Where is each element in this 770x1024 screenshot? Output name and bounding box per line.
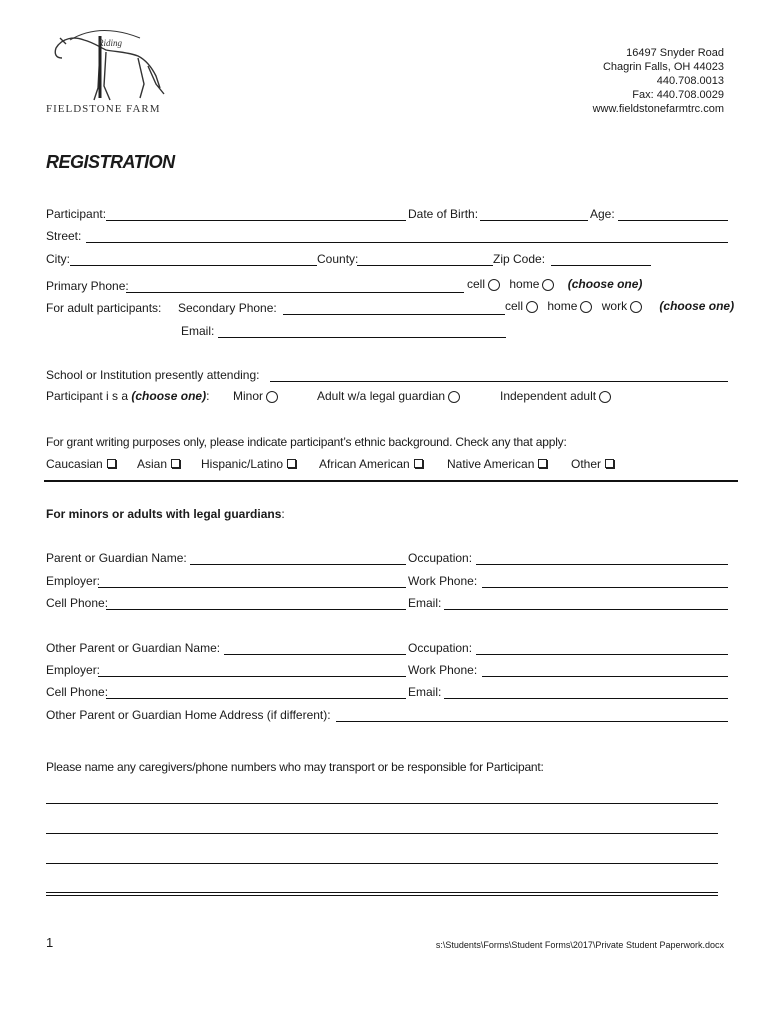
age-field[interactable] (618, 220, 728, 221)
other-cell-phone-field[interactable] (106, 698, 406, 699)
choose-one-note: (choose one) (131, 389, 207, 403)
city-label: City: (46, 252, 70, 266)
ethnic-option-asian (137, 457, 180, 471)
ethnic-label: Hispanic/Latino (201, 457, 284, 471)
guardians-heading (46, 507, 285, 521)
independent-option (500, 389, 611, 403)
african-american-checkbox[interactable] (414, 459, 423, 468)
ethnic-label: Asian (137, 457, 168, 471)
work-option-label: work (601, 299, 628, 313)
parent-name-label: Parent or Guardian Name: (46, 551, 187, 565)
occupation-label: Occupation: (408, 551, 473, 565)
minor-label: Minor (233, 389, 264, 403)
ethnic-label: Caucasian (46, 457, 103, 471)
svg-text:Riding: Riding (98, 38, 122, 48)
other-work-phone-field[interactable] (482, 676, 728, 677)
other-parent-field[interactable] (224, 654, 406, 655)
adult-participants-label: For adult participants: (46, 301, 162, 315)
caregivers-prompt: Please name any caregivers/phone numbers who may transport or be responsible for Participant: (46, 760, 544, 774)
ethnic-option-caucasian (46, 457, 116, 471)
adult-guardian-option (317, 389, 460, 403)
asian-checkbox[interactable] (171, 459, 180, 468)
school-label: School or Institution presently attending: (46, 368, 260, 382)
participant-label: Participant: (46, 207, 107, 221)
secondary-home-radio[interactable] (580, 301, 592, 313)
guardians-heading-text: For minors or adults with legal guardians (46, 507, 282, 521)
zip-label: Zip Code: (493, 252, 546, 266)
other-checkbox[interactable] (605, 459, 614, 468)
parent-name-field[interactable] (190, 564, 406, 565)
caregivers-line-3[interactable] (46, 863, 718, 864)
other-email-field[interactable] (444, 698, 728, 699)
caucasian-checkbox[interactable] (107, 459, 116, 468)
secondary-cell-radio[interactable] (526, 301, 538, 313)
age-label: Age: (590, 207, 615, 221)
dob-field[interactable] (480, 220, 588, 221)
participant-name-field[interactable] (106, 220, 406, 221)
other-employer-field[interactable] (98, 676, 406, 677)
choose-one-note: (choose one) (567, 277, 643, 291)
caregivers-line-4[interactable] (46, 892, 718, 893)
horse-logo-icon (40, 28, 180, 108)
other-parent-label: Other Parent or Guardian Name: (46, 641, 221, 655)
phone-number: 440.708.0013 (656, 75, 724, 87)
cell-option-label: cell (505, 299, 524, 313)
occupation-field[interactable] (476, 564, 728, 565)
email-label: Email: (181, 324, 215, 338)
primary-phone-field[interactable] (126, 292, 464, 293)
participant-is-label: Participant i s a (46, 389, 129, 403)
cell-option-label: cell (467, 277, 486, 291)
other-address-label: Other Parent or Guardian Home Address (if different): (46, 708, 331, 722)
ethnic-label: Native American (447, 457, 535, 471)
street-label: Street: (46, 229, 82, 243)
caregivers-line-4b (46, 895, 718, 896)
independent-label: Independent adult (500, 389, 597, 403)
other-address-field[interactable] (336, 721, 728, 722)
ethnic-label: Other (571, 457, 602, 471)
occupation-label: Occupation: (408, 641, 473, 655)
adult-guardian-radio[interactable] (448, 391, 460, 403)
fax-number: Fax: 440.708.0029 (632, 89, 724, 101)
caregivers-line-2[interactable] (46, 833, 718, 834)
address-line1: 16497 Snyder Road (626, 47, 724, 59)
adult-guardian-label: Adult w/a legal guardian (317, 389, 446, 403)
dob-label: Date of Birth: (408, 207, 479, 221)
work-phone-label: Work Phone: (408, 574, 478, 588)
cell-phone-label: Cell Phone: (46, 685, 109, 699)
hispanic-checkbox[interactable] (287, 459, 296, 468)
primary-cell-radio[interactable] (488, 279, 500, 291)
home-option-label: home (509, 277, 540, 291)
city-field[interactable] (70, 265, 317, 266)
secondary-work-radio[interactable] (630, 301, 642, 313)
primary-home-radio[interactable] (542, 279, 554, 291)
choose-one-note: (choose one) (659, 299, 735, 313)
colon: : (281, 507, 285, 521)
independent-radio[interactable] (599, 391, 611, 403)
native-american-checkbox[interactable] (538, 459, 547, 468)
employer-label: Employer: (46, 663, 101, 677)
work-phone-label: Work Phone: (408, 663, 478, 677)
zip-field[interactable] (551, 265, 651, 266)
logo-name: FIELDSTONE FARM (46, 103, 161, 115)
caregivers-line-1[interactable] (46, 803, 718, 804)
secondary-phone-label: Secondary Phone: (178, 301, 277, 315)
county-label: County: (317, 252, 359, 266)
email-field[interactable] (218, 337, 506, 338)
file-path: s:\Students\Forms\Student Forms\2017\Private Student Paperwork.docx (435, 940, 724, 950)
primary-phone-type (467, 277, 642, 291)
participant-is-row (46, 389, 209, 403)
work-phone-field[interactable] (482, 587, 728, 588)
guardian-email-field[interactable] (444, 609, 728, 610)
ethnic-option-native-american (447, 457, 547, 471)
employer-field[interactable] (98, 587, 406, 588)
minor-option (233, 389, 278, 403)
address-line2: Chagrin Falls, OH 44023 (602, 61, 724, 73)
ethnic-option-other (571, 457, 614, 471)
guardian-email-label: Email: (408, 685, 442, 699)
website-link[interactable]: www.fieldstonefarmtrc.com (592, 103, 724, 115)
secondary-phone-field[interactable] (283, 314, 505, 315)
logo (40, 28, 180, 118)
minor-radio[interactable] (266, 391, 278, 403)
address-block (593, 46, 724, 116)
page-title: REGISTRATION (46, 152, 175, 172)
ethnic-option-hispanic (201, 457, 296, 471)
cell-phone-label: Cell Phone: (46, 596, 109, 610)
cell-phone-field[interactable] (106, 609, 406, 610)
section-divider (44, 480, 738, 482)
ethnic-label: African American (319, 457, 410, 471)
primary-phone-label: Primary Phone: (46, 279, 129, 293)
home-option-label: home (547, 299, 578, 313)
secondary-phone-type (505, 299, 734, 313)
guardian-email-label: Email: (408, 596, 442, 610)
school-field[interactable] (270, 381, 728, 382)
employer-label: Employer: (46, 574, 101, 588)
colon: : (206, 389, 210, 403)
ethnic-prompt: For grant writing purposes only, please indicate participant’s ethnic background. Check any that apply: (46, 435, 567, 449)
ethnic-option-african-american (319, 457, 423, 471)
other-occupation-field[interactable] (476, 654, 728, 655)
street-field[interactable] (86, 242, 728, 243)
county-field[interactable] (357, 265, 493, 266)
page-number: 1 (46, 935, 54, 950)
